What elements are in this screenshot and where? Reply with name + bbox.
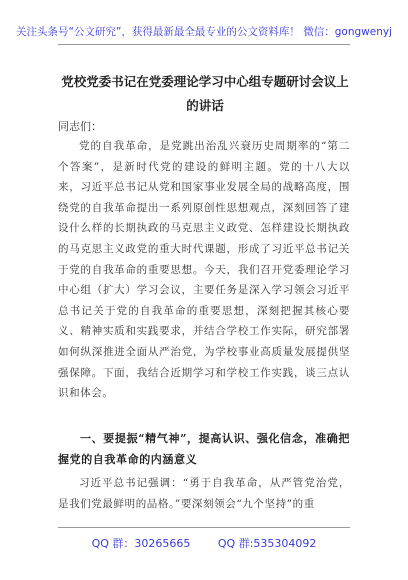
body-paragraph: 党的自我革命，是党跳出治乱兴衰历史周期率的“第二个答案”，是新时代党的建设的鲜明主题。党的十八大以来，习近平总书记从党和国家事业发展全局的战略高度，围绕党的自我革命提出一系列原创性思想观点，深刻回答了建设什么样的长期执政的马克思主义政党、怎样建设长期执政的马克思主义政党的重大时代课题，形成了习近平总书记关于党的自我革命的重要思想。今天，我们召开党委理论学习中心组（扩大）学习会议，主要任务是深入学习领会习近平总书记关于党的自我革命的重要思想，深刻把握其核心要义、精神实质和实践要求，并结合学校工作实际，研究部署如何纵深推进全面从严治党，为学校事业高质量发展提供坚强保障。下面，我结合近期学习和学校工作实践，谈三点认识和体会。 [58,140,350,400]
page-title: 党校党委书记在党委理论学习中心组专题研讨会议上的讲话 [61,74,349,113]
qq-group-2: QQ 群:535304092 [217,537,317,550]
section-heading: 一、要提振“精气神”，提高认识、强化信念，准确把握党的自我革命的内涵意义 [58,432,350,466]
qq-group-1: QQ 群：30265665 [91,537,191,550]
footer-divider [58,527,350,528]
body-paragraph-container [58,136,350,404]
section-paragraph-container [58,473,350,514]
header-divider [58,44,350,45]
section-paragraph: 习近平总书记强调：“勇于自我革命，从严管党治党，是我们党最鲜明的品格。”要深刻领会“九个坚持”的重 [58,477,350,510]
salutation: 同志们： [58,120,102,133]
header-note: 关注头条号“公文研究”，获得最新最全最专业的公文资料库！ 微信：gongwenyj [16,26,392,38]
footer-contacts [0,535,408,551]
